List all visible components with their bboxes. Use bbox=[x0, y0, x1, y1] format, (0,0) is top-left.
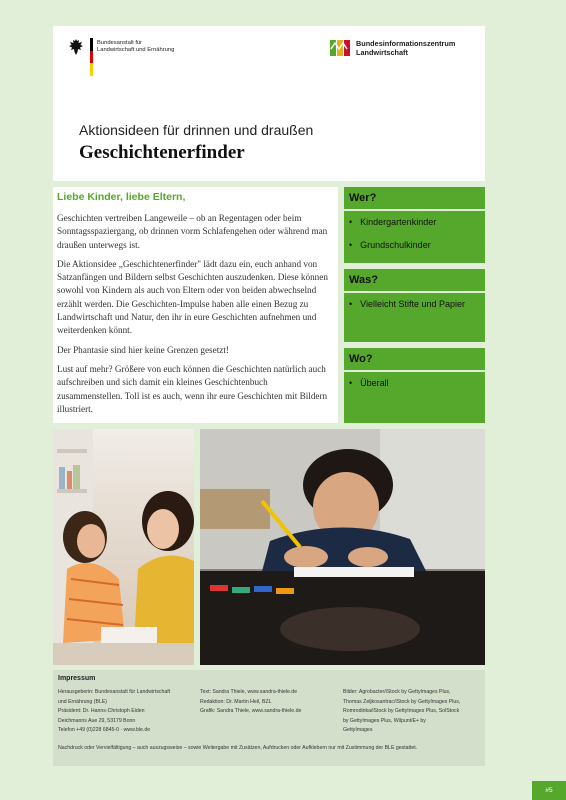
german-flag-bar bbox=[90, 38, 93, 76]
impressum-line: Herausgeberin: Bundesanstalt für Landwirtschaft bbox=[58, 689, 171, 695]
bzl-logo bbox=[329, 37, 455, 59]
page-number: #5 bbox=[532, 781, 566, 800]
list-item: • Überall bbox=[349, 378, 485, 388]
impressum-line: Romrodinka/iStock by GettyImages Plus, SolStock bbox=[343, 708, 460, 714]
list-item: • Vielleicht Stifte und Papier bbox=[349, 299, 485, 309]
impressum-line: Bilder: Agrobacter/iStock by GettyImages Plus, bbox=[343, 689, 451, 695]
impressum-credits bbox=[200, 688, 340, 717]
impressum-line: by GettyImages Plus, Wilpunt/E+ by bbox=[343, 717, 426, 724]
who-list bbox=[344, 211, 485, 250]
impressum-footer: Nachdruck oder Vervielfältigung – auch auszugsweise – sowie Weitergabe mit Zusätzen, Aufdrucken oder Aufklebern nur mit Zustimmung der BLE gestattet. bbox=[58, 745, 418, 751]
intro-text-card bbox=[53, 187, 338, 423]
what-list bbox=[344, 293, 485, 309]
impressum-line: Text: Sandra Thiele, www.sandra-thiele.de bbox=[200, 689, 298, 695]
photo-illustration bbox=[200, 429, 485, 665]
page-subtitle: Aktionsideen für drinnen und draußen bbox=[79, 122, 314, 138]
bmel-logo bbox=[68, 38, 174, 76]
where-heading: Wo? bbox=[349, 353, 373, 365]
eagle-icon bbox=[68, 38, 84, 56]
intro-paragraphs bbox=[57, 212, 335, 422]
impressum-line: Präsident: Dr. Hanns-Christoph Eiden bbox=[58, 708, 145, 714]
greeting-heading: Liebe Kinder, liebe Eltern, bbox=[57, 191, 186, 203]
intro-paragraph: Geschichten vertreiben Langeweile – ob an Regentagen oder beim Sonntagsspaziergang, ob drinnen vorm Schlafengehen oder während man draußen unterwegs ist. bbox=[57, 213, 328, 250]
what-box bbox=[344, 269, 485, 342]
photo-boy-drawing bbox=[200, 429, 485, 665]
impressum-line: und Ernährung (BLE) bbox=[58, 698, 108, 705]
impressum-title: Impressum bbox=[58, 675, 96, 682]
impressum-line: Thomas Zeljkosantrac/iStock by GettyImages Plus, bbox=[343, 698, 461, 705]
photo-illustration bbox=[53, 429, 194, 665]
who-heading: Wer? bbox=[349, 192, 377, 204]
impressum-publisher bbox=[58, 688, 198, 736]
impressum-image-credits bbox=[343, 688, 483, 736]
what-heading: Was? bbox=[349, 274, 378, 286]
intro-paragraph: Die Aktionsidee „Geschichtenerfinder" lädt dazu ein, euch anhand von Satzanfängen und Bildern selbst Geschichten auszudenken. Diese können sowohl von Kindern als auch von Eltern oder von beiden abwechselnd erzählt werden. Die Geschichten-Impulse haben alle einen Bezug zu Landwirtschaft und Natur, den ihr in eure Geschichten aufnehmen und weiterdenken könnt. bbox=[57, 258, 328, 336]
where-list bbox=[344, 372, 485, 388]
impressum-line: GettyImages bbox=[343, 727, 373, 733]
page-title: Geschichtenerfinder bbox=[79, 142, 245, 163]
impressum-line: Redaktion: Dr. Martin Heil, BZL bbox=[200, 698, 272, 705]
list-item: • Grundschulkinder bbox=[349, 240, 485, 250]
where-box bbox=[344, 348, 485, 423]
bzl-name-line1: Bundesinformationszentrum bbox=[356, 39, 456, 48]
bmel-name-line1: Bundesanstalt für bbox=[97, 40, 143, 46]
bzl-name-line2: Landwirtschaft bbox=[356, 48, 408, 57]
intro-paragraph: Lust auf mehr? Größere von euch können die Geschichten natürlich auch aufschreiben und sich damit ein kleines Geschichtenbuch zusammenstellen. Toll ist es auch, wenn ihr eure Geschichten mit Bildern illustriert. bbox=[57, 363, 328, 414]
header-card bbox=[53, 26, 485, 181]
photo-mother-and-daughter bbox=[53, 429, 194, 665]
impressum-line: Deichmanns Aue 29, 53179 Bonn bbox=[58, 717, 136, 724]
list-item: • Kindergartenkinder bbox=[349, 217, 485, 227]
bmel-name-line2: Landwirtschaft und Ernährung bbox=[97, 47, 175, 53]
impressum-line: Grafik: Sandra Thiele, www.sandra-thiele.de bbox=[200, 708, 302, 714]
impressum bbox=[53, 670, 485, 766]
who-box bbox=[344, 187, 485, 263]
bzl-logo-icon bbox=[329, 37, 351, 59]
impressum-line: Telefon +49 (0)228 6845-0 · www.ble.de bbox=[58, 727, 151, 733]
intro-paragraph: Der Phantasie sind hier keine Grenzen gesetzt! bbox=[57, 344, 229, 355]
